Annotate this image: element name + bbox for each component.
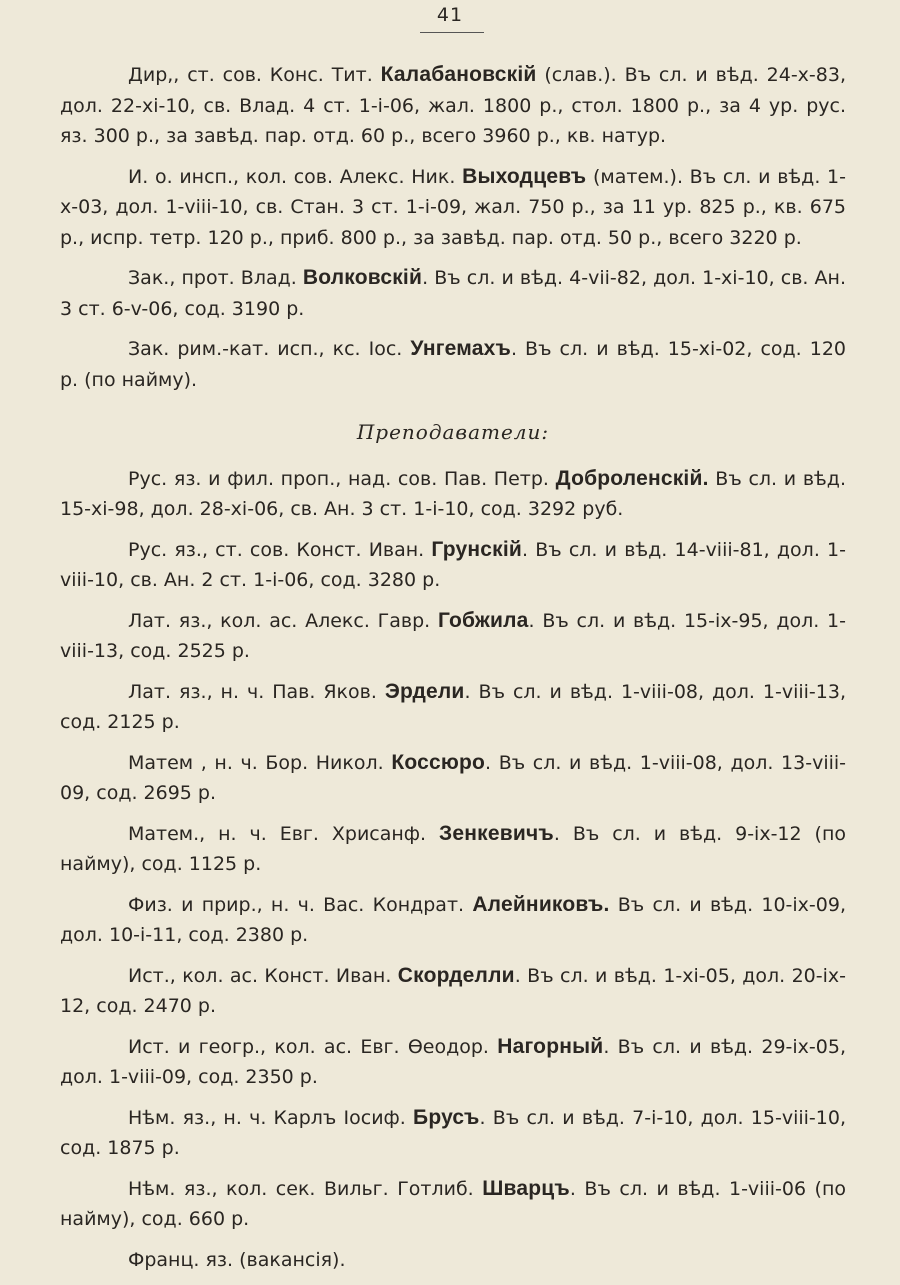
entry-service-details: . Въ сл. и вѣд. 14-viii-81, дол. 1-viii-10, св. Ан. 2 ст. 1-i-06, сод. 3280 р. <box>60 538 846 591</box>
staff-entry <box>60 60 846 152</box>
teacher-entries <box>60 464 846 1276</box>
entry-service-details: . Въ сл. и вѣд. 9-ix-12 (по найму), сод. 1125 р. <box>60 822 846 875</box>
staff-entry <box>60 1032 846 1093</box>
entry-position-text: И. о. инсп., кол. сов. Алекс. Ник. <box>128 165 463 188</box>
entry-position-text: Ист. и геогр., кол. ас. Евг. Ѳеодор. <box>128 1035 498 1058</box>
entry-service-details: . Въ сл. и вѣд. 1-viii-06 (по найму), сод. 660 р. <box>60 1177 846 1230</box>
entry-surname: Шварцъ <box>482 1176 570 1200</box>
entry-position-text: Франц. яз. (вакансія). <box>128 1248 346 1271</box>
entry-surname: Калабановскій <box>380 63 537 86</box>
entry-surname: Волковскій <box>302 266 423 289</box>
section-heading-teachers: Преподаватели: <box>356 420 550 444</box>
staff-entry <box>60 1245 846 1276</box>
staff-entry <box>60 890 846 951</box>
staff-entry <box>60 961 846 1022</box>
entry-service-details: . Въ сл. и вѣд. 29-ix-05, дол. 1-viii-09, сод. 2350 р. <box>60 1035 846 1088</box>
entry-service-details: (матем.). Въ сл. и вѣд. 1-x-03, дол. 1-viii-10, св. Стан. 3 ст. 1-i-09, жал. 750 р., за 11 ур. 825 р., кв. 675 р., испр. тетр. 120 р., приб. 800 р., за завѣд. пар. отд. 50 р., всего 3220 р. <box>60 165 847 249</box>
entry-position-text: Ист., кол. ас. Конст. Иван. <box>128 964 398 987</box>
staff-entry <box>60 819 846 880</box>
staff-entry <box>60 1103 846 1164</box>
entry-surname: Коссюро <box>391 750 486 774</box>
entry-service-details: . Въ сл. и вѣд. 1-viii-08, дол. 1-viii-13, сод. 2125 р. <box>60 680 846 733</box>
entry-position-text: Нѣм. яз., н. ч. Карлъ Іосиф. <box>128 1106 414 1129</box>
entry-surname: Нагорный <box>497 1034 604 1058</box>
staff-entry <box>60 334 846 395</box>
staff-entry <box>60 263 846 324</box>
entry-surname: Брусъ <box>413 1105 480 1129</box>
entry-position-text: Матем , н. ч. Бор. Никол. <box>128 751 392 774</box>
entry-service-details: . Въ сл. и вѣд. 1-xi-05, дол. 20-ix-12, сод. 2470 р. <box>60 964 846 1017</box>
entry-surname: Унгемахъ <box>410 337 511 360</box>
entry-position-text: Матем., н. ч. Евг. Хрисанф. <box>128 822 440 845</box>
entry-service-details: . Въ сл. и вѣд. 15-xi-02, сод. 120 р. (по найму). <box>60 338 846 391</box>
entry-surname: Алейниковъ. <box>472 892 610 916</box>
entry-surname: Эрдели <box>384 679 465 703</box>
entry-position-text: Лат. яз., кол. ас. Алекс. Гавр. <box>128 609 438 632</box>
entry-surname: Гобжила <box>437 608 529 632</box>
staff-entry <box>60 748 846 809</box>
entry-position-text: Зак., прот. Влад. <box>128 267 303 289</box>
entry-position-text: Зак. рим.-кат. исп., кс. Іос. <box>128 338 411 360</box>
entry-service-details: (слав.). Въ сл. и вѣд. 24-x-83, дол. 22-xi-10, св. Влад. 4 ст. 1-i-06, жал. 1800 р., стол. 1800 р., за 4 ур. рус. яз. 300 р., за завѣд. пар. отд. 60 р., всего 3960 р., кв. натур. <box>60 64 846 147</box>
entry-surname: Доброленскій. <box>555 466 709 490</box>
entry-position-text: Нѣм. яз., кол. сек. Вильг. Готлиб. <box>128 1177 483 1200</box>
page-number: 41 <box>436 4 464 26</box>
entry-position-text: Лат. яз., н. ч. Пав. Яков. <box>128 680 385 703</box>
entry-service-details: Въ сл. и вѣд. 15-xi-98, дол. 28-xi-06, св. Ан. 3 ст. 1-i-10, сод. 3292 руб. <box>60 467 846 520</box>
entry-surname: Скорделли <box>397 963 515 987</box>
entry-service-details: . Въ сл. и вѣд. 7-i-10, дол. 15-viii-10, сод. 1875 р. <box>60 1106 846 1159</box>
entry-service-details: . Въ сл. и вѣд. 4-vii-82, дол. 1-xi-10, св. Ан. 3 ст. 6-v-06, сод. 3190 р. <box>60 267 846 320</box>
staff-listing <box>60 60 846 1285</box>
entry-surname: Зенкевичъ <box>439 821 554 845</box>
staff-entry <box>60 677 846 738</box>
staff-entry <box>60 162 846 254</box>
entry-position-text: Рус. яз. и фил. проп., над. сов. Пав. Петр. <box>128 467 556 490</box>
staff-entry <box>60 1174 846 1235</box>
entry-position-text: Дир,, ст. сов. Конс. Тит. <box>128 64 381 86</box>
entry-surname: Грунскій <box>431 537 522 561</box>
entry-surname: Выходцевъ <box>462 164 587 188</box>
administration-entries <box>60 60 846 395</box>
page-number-rule <box>420 32 484 33</box>
staff-entry <box>60 606 846 667</box>
staff-entry <box>60 535 846 596</box>
entry-position-text: Физ. и прир., н. ч. Вас. Кондрат. <box>128 893 473 916</box>
entry-position-text: Рус. яз., ст. сов. Конст. Иван. <box>128 538 432 561</box>
entry-service-details: Въ сл. и вѣд. 10-ix-09, дол. 10-i-11, сод. 2380 р. <box>60 893 846 946</box>
staff-entry <box>60 464 846 525</box>
entry-service-details: . Въ сл. и вѣд. 1-viii-08, дол. 13-viii-09, сод. 2695 р. <box>60 751 847 804</box>
entry-service-details: . Въ сл. и вѣд. 15-ix-95, дол. 1-viii-13, сод. 2525 р. <box>60 609 846 662</box>
